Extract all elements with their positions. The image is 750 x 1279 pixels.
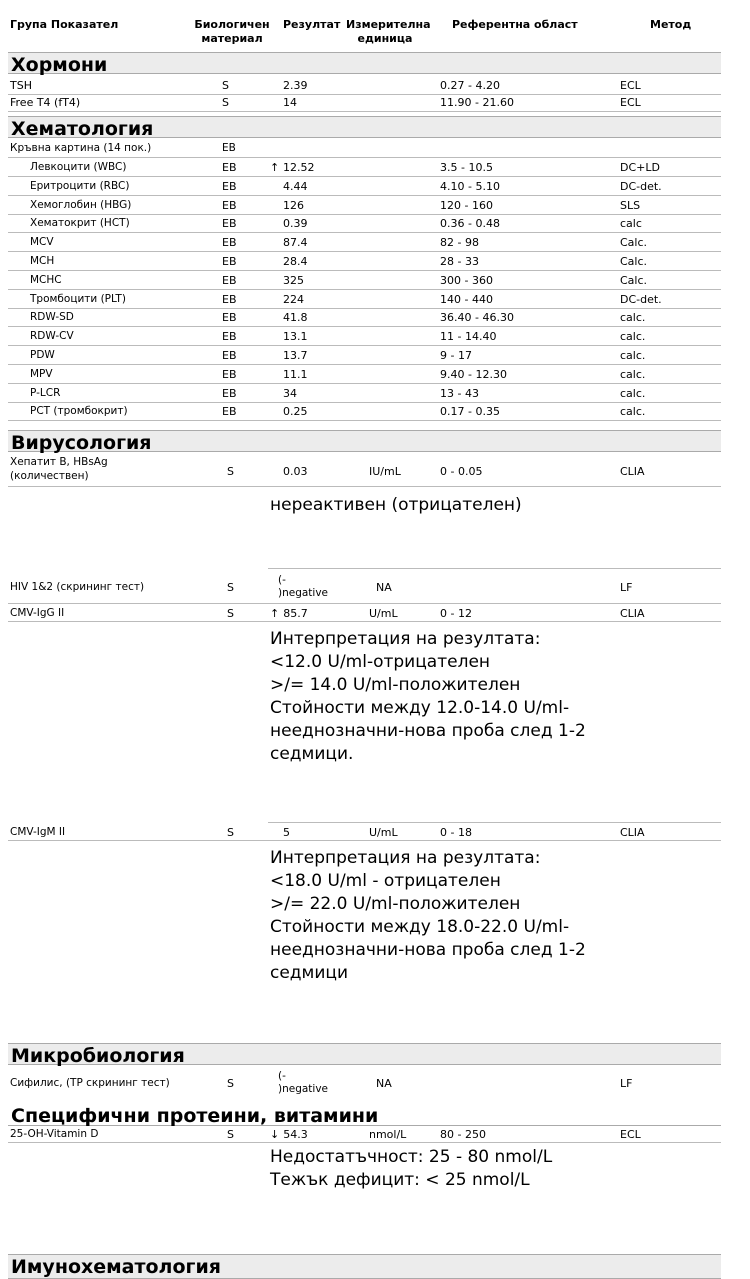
row-result — [270, 96, 297, 109]
header-result: Резултат — [283, 18, 341, 31]
hiv-result-2: )negative — [278, 587, 329, 599]
row-result — [270, 311, 308, 324]
row-result — [270, 293, 304, 306]
vitd-method: ECL — [620, 1128, 641, 1141]
hbsag-name-sub: (количествен) — [10, 470, 89, 482]
section-virology — [8, 430, 721, 452]
cmv-igm-name: CMV-IgM II — [10, 826, 66, 838]
cmv-igm-unit: U/mL — [369, 826, 398, 839]
row-result — [270, 180, 308, 193]
row-method: DC-det. — [620, 292, 662, 306]
row-ref: 140 - 440 — [440, 292, 493, 306]
row-material: EB — [222, 255, 237, 268]
arrow-down-icon: ↓ — [270, 1128, 280, 1141]
row-material: EB — [222, 311, 237, 325]
row-result-value: 4.44 — [283, 179, 308, 193]
row-material: EB — [222, 405, 237, 419]
row-result-value: 13.7 — [283, 349, 308, 362]
row-name: Хемоглобин (HBG) — [30, 198, 132, 211]
row-ref: 11.90 - 21.60 — [440, 96, 514, 109]
row-result — [270, 368, 308, 381]
cmv-igg-ref: 0 - 12 — [440, 607, 472, 620]
row-name: MCV — [30, 236, 54, 249]
row-result-value: 325 — [283, 273, 304, 287]
row-name: Левкоцити (WBC) — [30, 161, 127, 173]
row-name: RDW-CV — [30, 330, 74, 343]
row-name: Хематокрит (HCT) — [30, 217, 130, 230]
cmv-igm-method: CLIA — [620, 826, 645, 839]
row-result-value: 224 — [283, 292, 304, 306]
cmv-igm-note: Интерпретация на резултата: <18.0 U/ml - отрицателен >/= 22.0 U/ml-положителен Стойности между 18.0-22.0 U/ml- нееднозначни-нова проба след 1-2 седмици — [270, 848, 586, 983]
row-result — [270, 161, 315, 174]
row-method: Calc. — [620, 273, 648, 287]
section-hormones — [8, 52, 721, 74]
vitd-result — [270, 1128, 308, 1141]
row-method: calc. — [620, 386, 646, 400]
cmv-igg-value: 85.7 — [283, 607, 308, 620]
row-ref: 13 - 43 — [440, 386, 479, 400]
cmv-igg-material: S — [227, 607, 234, 620]
row-ref: 28 - 33 — [440, 255, 479, 268]
hbsag-note: нереактивен (отрицателен) — [270, 495, 522, 515]
row-material: EB — [222, 330, 237, 344]
cmv-igm-material: S — [227, 826, 234, 839]
section-title: Микробиология — [11, 1045, 185, 1067]
flag-icon: ↑ — [270, 161, 280, 174]
header-unit: Измерителна единица — [346, 18, 431, 45]
section-proteins — [8, 1104, 721, 1126]
row-method: DC-det. — [620, 179, 662, 193]
row-method: ECL — [620, 96, 641, 109]
row-name: PDW — [30, 349, 55, 361]
row-result — [270, 79, 308, 92]
vitd-name: 25-OH-Vitamin D — [10, 1128, 99, 1140]
row-result-value: 87.4 — [283, 236, 308, 250]
row-material: EB — [222, 292, 237, 306]
row-method: calc. — [620, 311, 646, 325]
hiv-unit: NA — [376, 581, 392, 594]
row-result — [270, 274, 304, 287]
row-name: P-LCR — [30, 386, 61, 399]
row-ref: 0.36 - 0.48 — [440, 217, 500, 231]
row-result-value: 14 — [283, 96, 297, 109]
row-result-value: 12.52 — [283, 161, 315, 174]
row-ref: 82 - 98 — [440, 236, 479, 250]
section-title: Специфични протеини, витамини — [11, 1105, 379, 1127]
row-ref: 11 - 14.40 — [440, 330, 497, 344]
row-result — [270, 255, 308, 268]
hiv-name: HIV 1&2 (скрининг тест) — [10, 581, 145, 593]
section-immunohematology — [8, 1254, 721, 1279]
header-material: Биологичен материал — [194, 18, 270, 45]
syphilis-material: S — [227, 1077, 234, 1090]
row-method: calc. — [620, 405, 646, 419]
row-ref: 0.17 - 0.35 — [440, 405, 500, 419]
row-material: S — [222, 79, 229, 92]
row-result — [270, 236, 308, 249]
row-material: EB — [222, 367, 237, 381]
header-method: Метод — [650, 18, 692, 31]
syphilis-method: LF — [620, 1077, 633, 1090]
row-material: EB — [222, 198, 237, 212]
syphilis-unit: NA — [376, 1077, 392, 1090]
row-material: EB — [222, 236, 237, 250]
row-result-value: 11.1 — [283, 367, 308, 381]
row-method: ECL — [620, 79, 641, 92]
row-material: EB — [222, 386, 237, 400]
row-name: MCHC — [30, 273, 62, 286]
row-method: DC+LD — [620, 161, 660, 174]
row-name: Еритроцити (RBC) — [30, 179, 130, 192]
row-method: SLS — [620, 198, 641, 212]
row-result — [270, 330, 308, 343]
row-material: EB — [222, 179, 237, 193]
row-ref: 4.10 - 5.10 — [440, 179, 500, 193]
vitd-note: Недостатъчност: 25 - 80 nmol/L Тежък дефицит: < 25 nmol/L — [270, 1147, 553, 1190]
row-method: calc. — [620, 367, 646, 381]
row-name: MPV — [30, 367, 53, 380]
syphilis-result-2: )negative — [278, 1083, 329, 1095]
hiv-material: S — [227, 581, 234, 594]
row-ref: 120 - 160 — [440, 198, 493, 212]
row-name: MCH — [30, 255, 55, 267]
row-ref: 3.5 - 10.5 — [440, 161, 493, 174]
section-title: Вирусология — [11, 432, 152, 454]
cmv-igg-note: Интерпретация на резултата: <12.0 U/ml-отрицателен >/= 14.0 U/ml-положителен Стойности между 12.0-14.0 U/ml- нееднозначни-нова проба след 1-2 седмици. — [270, 629, 586, 764]
row-result — [270, 199, 304, 212]
row-ref: 0.27 - 4.20 — [440, 79, 500, 92]
row-name: PCT (тромбокрит) — [30, 405, 128, 418]
row-result-value: 41.8 — [283, 311, 308, 325]
cmv-igm-result: 5 — [283, 826, 290, 839]
blood-count-name: Кръвна картина (14 пок.) — [10, 142, 152, 154]
row-material: S — [222, 96, 229, 109]
hbsag-method: CLIA — [620, 465, 645, 478]
row-material: EB — [222, 161, 237, 174]
cmv-igg-method: CLIA — [620, 607, 645, 620]
row-result — [270, 405, 308, 418]
syphilis-result-1: (- — [278, 1070, 286, 1082]
row-ref: 300 - 360 — [440, 273, 493, 287]
hbsag-ref: 0 - 0.05 — [440, 465, 483, 478]
row-material: EB — [222, 217, 237, 231]
section-title: Хормони — [11, 54, 108, 76]
hbsag-material: S — [227, 465, 234, 478]
header-group: Група Показател — [10, 18, 119, 31]
row-name: RDW-SD — [30, 311, 74, 324]
hiv-result-1: (- — [278, 574, 286, 586]
vitd-ref: 80 - 250 — [440, 1128, 486, 1141]
cmv-igg-result — [270, 607, 308, 620]
row-ref: 9 - 17 — [440, 349, 472, 362]
row-result — [270, 387, 297, 400]
row-method: calc — [620, 217, 642, 231]
hbsag-name: Хепатит B, HBsAg — [10, 456, 108, 468]
row-result-value: 2.39 — [283, 79, 308, 92]
arrow-up-icon: ↑ — [270, 607, 280, 620]
row-method: Calc. — [620, 236, 648, 250]
syphilis-name: Сифилис, (TP скрининг тест) — [10, 1077, 170, 1089]
row-result — [270, 349, 308, 362]
row-method: calc. — [620, 330, 646, 344]
row-name: TSH — [10, 79, 32, 92]
row-result-value: 28.4 — [283, 255, 308, 268]
row-result-value: 126 — [283, 198, 304, 212]
section-microbiology — [8, 1043, 721, 1065]
row-result-value: 0.39 — [283, 217, 308, 231]
row-method: calc. — [620, 349, 646, 362]
vitd-material: S — [227, 1128, 234, 1141]
row-result — [270, 217, 308, 230]
cmv-igg-name: CMV-IgG II — [10, 607, 65, 619]
row-ref: 9.40 - 12.30 — [440, 367, 507, 381]
row-result-value: 13.1 — [283, 330, 308, 344]
row-result-value: 0.25 — [283, 405, 308, 419]
hiv-method: LF — [620, 581, 633, 594]
row-ref: 36.40 - 46.30 — [440, 311, 514, 325]
header-reference: Референтна област — [452, 18, 578, 31]
section-hematology — [8, 116, 721, 138]
row-name: Free T4 (fT4) — [10, 96, 81, 109]
hbsag-unit: IU/mL — [369, 465, 401, 478]
row-method: Calc. — [620, 255, 648, 268]
row-result-value: 34 — [283, 386, 297, 400]
section-title: Хематология — [11, 118, 154, 140]
cmv-igm-ref: 0 - 18 — [440, 826, 472, 839]
row-material: EB — [222, 349, 237, 362]
blood-count-material: EB — [222, 142, 236, 154]
row-material: EB — [222, 273, 237, 287]
vitd-value: 54.3 — [283, 1128, 308, 1141]
section-title: Имунохематология — [11, 1256, 221, 1278]
hbsag-result: 0.03 — [283, 465, 308, 478]
vitd-unit: nmol/L — [369, 1128, 407, 1141]
cmv-igg-unit: U/mL — [369, 607, 398, 620]
row-name: Тромбоцити (PLT) — [30, 292, 126, 305]
